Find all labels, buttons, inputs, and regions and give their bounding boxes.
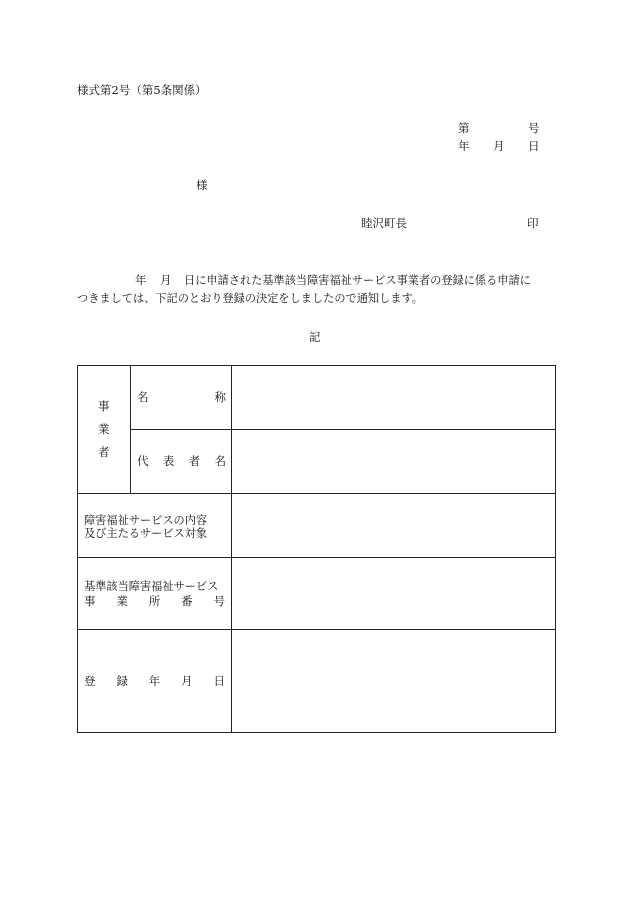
body-line1-rest: 日に申請された基準該当障害福祉サービス事業者の登録に係る申請に	[184, 274, 531, 287]
row-divider	[78, 493, 556, 494]
date-month: 月	[493, 139, 505, 153]
ki-heading: 記	[309, 330, 321, 344]
label-char: 表	[162, 454, 175, 468]
representative-label	[137, 456, 226, 468]
row-divider	[78, 629, 556, 630]
number-prefix: 第	[458, 121, 470, 135]
body-line2: つきましては、下記のとおり登録の決定をしましたので通知します。	[77, 292, 423, 305]
label-char: 年	[148, 674, 161, 688]
group-label-char: 者	[98, 445, 110, 459]
number-suffix: 号	[528, 121, 540, 135]
label-char: 番	[181, 594, 193, 608]
label-char: 業	[116, 594, 128, 608]
seal-mark: 印	[527, 216, 539, 230]
label-char: 事	[84, 594, 96, 608]
service-content-label-line1: 障害福祉サービスの内容	[84, 514, 208, 527]
office-number-label-line1: 基準該当障害福祉サービス	[84, 580, 219, 593]
column-divider	[130, 366, 131, 493]
form-identifier: 様式第2号（第5条関係）	[77, 83, 207, 97]
addressee-honorific: 様	[196, 178, 208, 192]
registration-table	[77, 365, 556, 733]
label-char: 所	[148, 594, 161, 608]
label-char: 名	[214, 454, 226, 468]
group-label-char: 業	[98, 422, 110, 436]
column-divider	[231, 366, 232, 732]
body-month: 月	[160, 273, 172, 287]
label-char: 日	[213, 674, 225, 688]
label-char: 月	[181, 674, 193, 688]
issuer-name: 睦沢町長	[361, 216, 407, 230]
registration-date-label	[84, 676, 225, 688]
label-char: 代	[137, 454, 149, 468]
label-char: 名	[137, 390, 149, 404]
name-label	[137, 392, 226, 404]
group-label-char: 事	[98, 399, 110, 413]
date-year: 年	[458, 139, 470, 153]
office-number-label-line2	[84, 596, 225, 608]
row-divider	[78, 557, 556, 558]
label-char: 称	[214, 390, 226, 404]
body-year: 年	[135, 273, 147, 287]
label-char: 登	[84, 674, 96, 688]
label-char: 者	[188, 454, 201, 468]
label-char: 録	[116, 674, 128, 688]
date-day: 日	[528, 139, 540, 153]
label-char: 号	[213, 594, 225, 608]
service-content-label-line2: 及び主たるサービス対象	[84, 527, 208, 540]
row-divider	[130, 429, 556, 430]
